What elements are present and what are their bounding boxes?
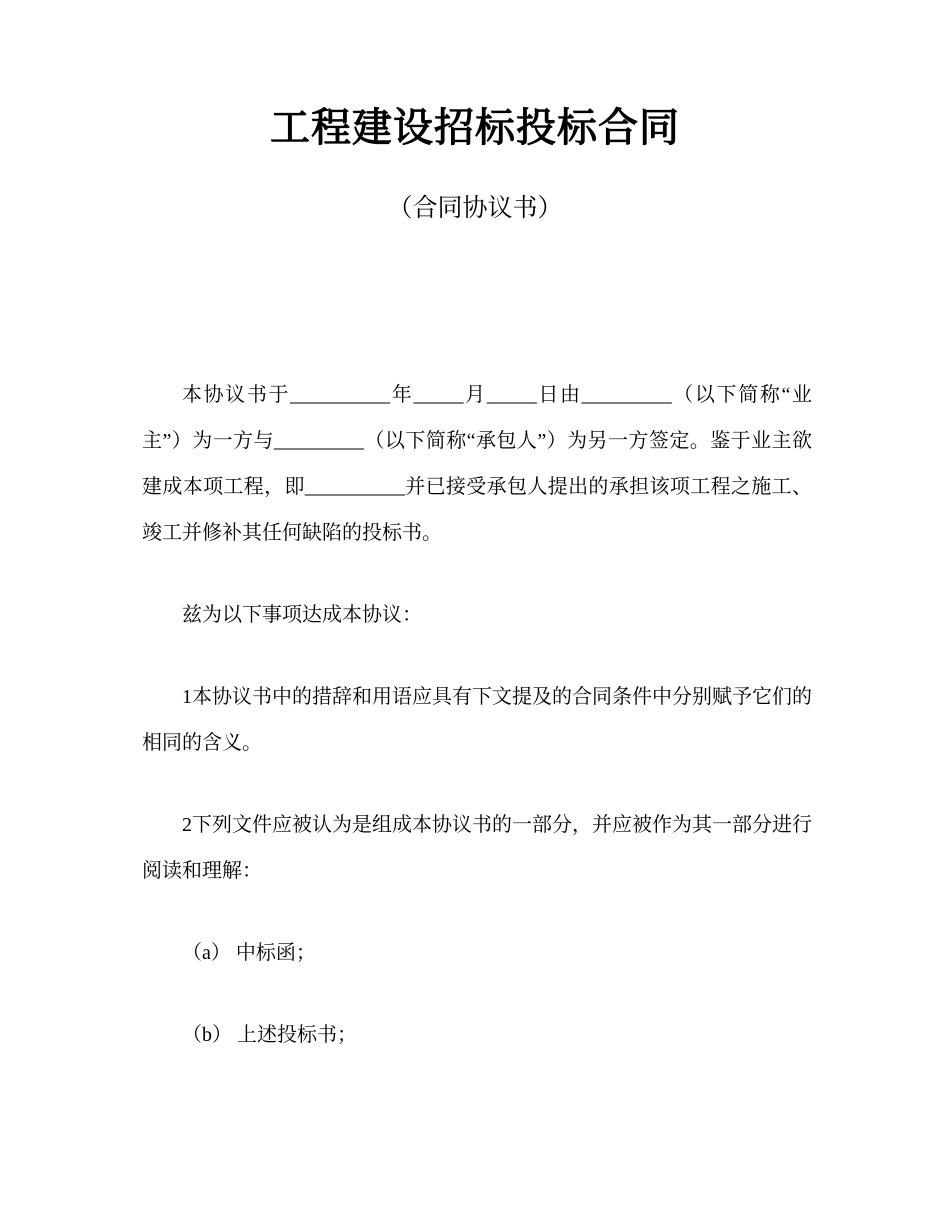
paragraph-item-b: （b） 上述投标书； (182, 1024, 357, 1046)
paragraph-agreement-intro: 兹为以下事项达成本协议： (182, 604, 422, 626)
paragraph-clause-1: 1本协议书中的措辞和用语应具有下文提及的合同条件中分别赋予它们的相同的含义。 (142, 686, 812, 754)
document-body (142, 372, 812, 1058)
paragraph-preamble: 本协议书于__________年_____月_____日由_________（以下简称“业主”）为一方与_________（以下简称“承包人”）为另一方签定。鉴于业主欲建成本项工程，即__________并已接受承包人提出的承担该项工程之施工、竣工并修补其任何缺陷的投标书。 (142, 384, 812, 544)
paragraph-clause-2: 2下列文件应被认为是组成本协议书的一部分，并应被作为其一部分进行阅读和理解： (142, 814, 812, 882)
document-subtitle: （合同协议书） (387, 195, 563, 222)
document-title: 工程建设招标投标合同 (270, 105, 680, 151)
paragraph-item-a: （a） 中标函； (182, 942, 316, 964)
